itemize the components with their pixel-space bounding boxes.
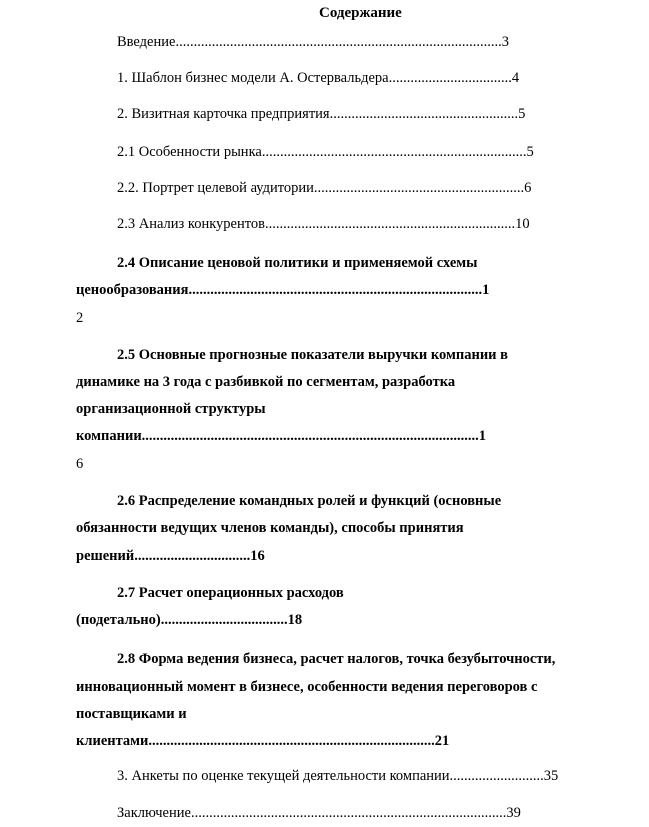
toc-entry-2-5-line-2: динамике на 3 года с разбивкой по сегментам, разработка [76, 374, 456, 390]
toc-entry-introduction: Введение..........................................................................................3 [117, 34, 509, 50]
toc-entry-2-2: 2.2. Портрет целевой аудитории..........................................................6 [117, 180, 532, 196]
toc-entry-2-4-line-1: 2.4 Описание ценовой политики и применяемой схемы [117, 255, 478, 271]
toc-entry-2-5-page: 6 [76, 456, 84, 472]
toc-entry-2-8-line-3: поставщиками и [76, 706, 187, 722]
toc-entry-conclusion: Заключение.......................................................................................39 [117, 805, 521, 821]
toc-entry-2-8-line-1: 2.8 Форма ведения бизнеса, расчет налогов, точка безубыточности, [117, 651, 556, 667]
toc-entry-2-5-line-1: 2.5 Основные прогнозные показатели выручки компании в [117, 347, 508, 363]
toc-entry-2-5-line-4: компании.............................................................................................1 [76, 428, 487, 444]
toc-entry-2-4-line-2: ценообразования.................................................................................1 [76, 282, 490, 298]
toc-entry-2-1: 2.1 Особенности рынка.........................................................................5 [117, 144, 534, 160]
toc-entry-2: 2. Визитная карточка предприятия....................................................5 [117, 106, 526, 122]
toc-entry-2-4-page: 2 [76, 310, 84, 326]
toc-entry-2-8-line-2: инновационный момент в бизнесе, особенности ведения переговоров с [76, 679, 538, 695]
toc-entry-2-3: 2.3 Анализ конкурентов.....................................................................10 [117, 216, 530, 232]
toc-entry-2-5-line-3: организационной структуры [76, 401, 266, 417]
toc-entry-2-7-line-2: (подетально)...................................18 [76, 612, 303, 628]
toc-entry-2-6-line-3: решений................................16 [76, 548, 265, 564]
toc-entry-2-8-line-4: клиентами...............................................................................21 [76, 733, 450, 749]
toc-entry-3: 3. Анкеты по оценке текущей деятельности компании..........................35 [117, 768, 559, 784]
toc-entry-2-6-line-2: обязанности ведущих членов команды), способы принятия [76, 520, 464, 536]
page-title: Содержание [319, 5, 402, 21]
toc-entry-2-7-line-1: 2.7 Расчет операционных расходов [117, 585, 344, 601]
toc-entry-2-6-line-1: 2.6 Распределение командных ролей и функций (основные [117, 493, 502, 509]
toc-entry-1: 1. Шаблон бизнес модели А. Остервальдера..................................4 [117, 70, 520, 86]
